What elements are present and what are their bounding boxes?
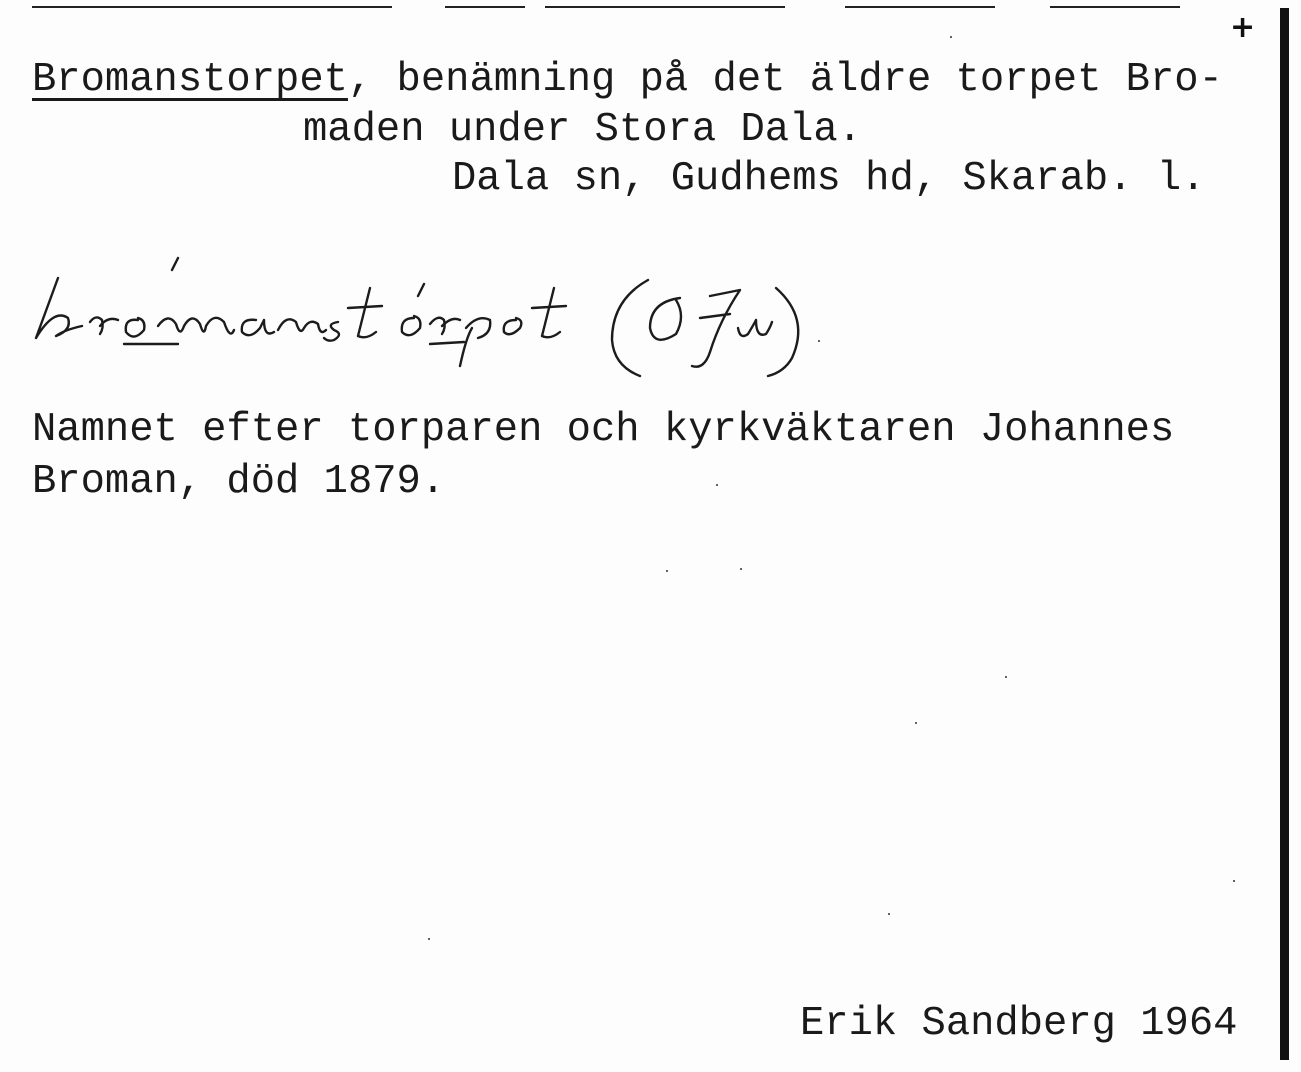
entry-first-line (32, 57, 1223, 103)
headword: Bromanstorpet (32, 57, 348, 103)
paper-speck (428, 938, 430, 940)
paper-speck (716, 484, 718, 486)
signature: Erik Sandberg 1964 (800, 1001, 1238, 1047)
paper-speck (915, 722, 917, 724)
paper-speck (1005, 676, 1007, 678)
paper-speck (1233, 880, 1235, 882)
top-edge-mark (845, 6, 995, 8)
top-edge-mark (1050, 6, 1180, 8)
paper-speck (818, 340, 820, 342)
location-line: Dala sn, Gudhems hd, Skarab. l. (452, 156, 1206, 202)
definition-continuation: maden under Stora Dala. (303, 107, 862, 153)
paper-speck (740, 568, 742, 570)
top-edge-mark (545, 6, 785, 8)
definition-text: , benämning på det äldre torpet Bro- (347, 57, 1223, 103)
handwritten-pronunciation (20, 248, 840, 378)
top-edge-mark (32, 6, 392, 8)
card-right-edge (1280, 8, 1289, 1060)
paper-speck (666, 570, 668, 572)
paper-speck (888, 913, 890, 915)
top-edge-mark (445, 6, 525, 8)
corner-mark: + (1230, 10, 1256, 45)
note-line-2: Broman, död 1879. (32, 459, 446, 505)
note-line-1: Namnet efter torparen och kyrkväktaren Johannes (32, 407, 1175, 453)
paper-speck (950, 36, 952, 38)
